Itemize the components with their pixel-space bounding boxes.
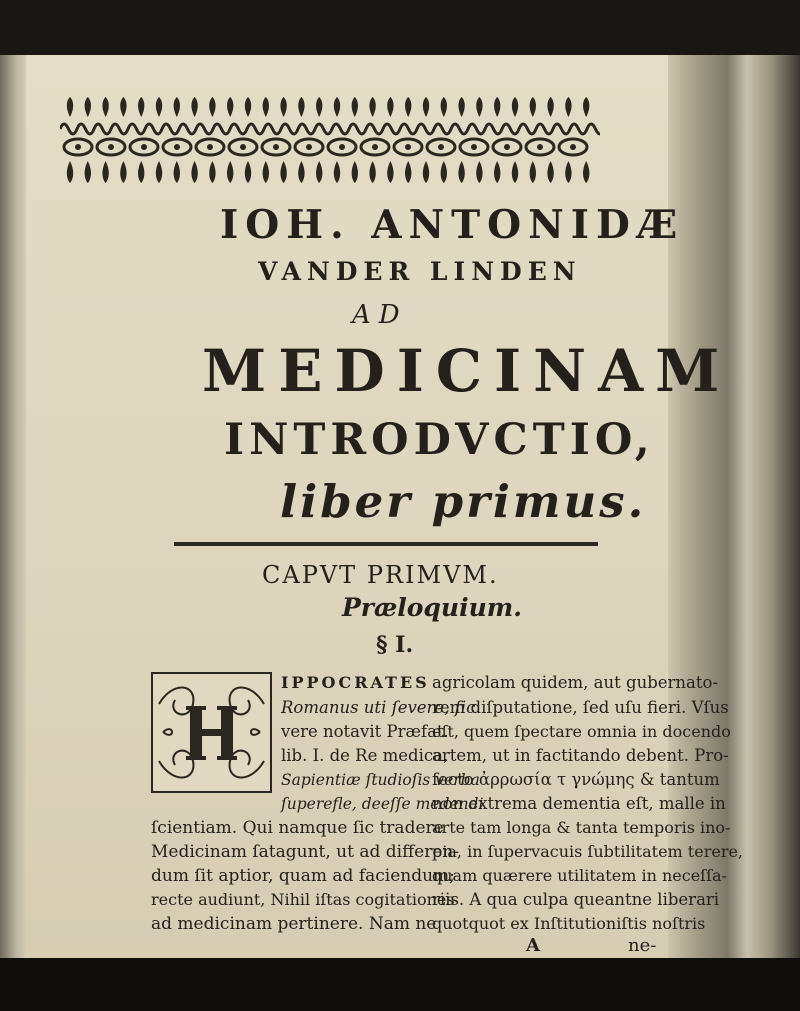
book-page (26, 55, 744, 958)
title-main: MEDICINAM (202, 337, 732, 405)
decorated-initial-icon (151, 672, 272, 793)
text-line: fecto ἀρρωσία τ γνώμης & tantum (432, 770, 720, 789)
text-line: quotquot ex Inſtitutioniſtis noſtris (432, 914, 706, 933)
text-line: non extrema dementia eſt, malle in (432, 794, 726, 813)
text-line: IPPOCRATES (281, 673, 430, 692)
author-line: IOH. ANTONIDÆ (220, 202, 685, 248)
text-line: arte tam longa & tanta temporis ino- (432, 818, 731, 837)
author-line-2: VANDER LINDEN (258, 257, 582, 286)
text-line: pia, in ſupervacuis ſubtilitatem terere, (432, 842, 744, 861)
text-line: Sapientiæ ſtudioſis verba (281, 771, 480, 789)
scan-background-bottom (0, 958, 800, 1011)
signature-mark: A (526, 935, 540, 956)
text-line: eſt, quem ſpectare omnia in docendo (432, 722, 731, 741)
praeloquium-heading: Præloquium. (342, 593, 522, 622)
text-line: dum ſit aptior, quam ad faciendum; (151, 866, 455, 886)
chapter-heading: CAPVT PRIMVM. (262, 561, 499, 589)
book-page-edge-left (0, 55, 26, 958)
horizontal-rule (174, 542, 598, 546)
text-line: riis. A qua culpa queantne liberari (432, 890, 720, 909)
text-line: quam quærere utilitatem in neceſſa- (432, 866, 727, 885)
scan-background-top (0, 0, 800, 55)
text-line: lib. I. de Re medica, (281, 746, 449, 765)
section-mark: § I. (376, 632, 414, 658)
catchword: ne- (628, 935, 657, 956)
title-sub: INTRODVCTIO, (224, 415, 655, 465)
printers-ornament-icon (60, 95, 600, 189)
text-line: agricolam quidem, aut gubernato- (432, 673, 719, 692)
text-line: artem, ut in factitando debent. Pro- (432, 746, 729, 765)
text-line: recte audiunt, Nihil iſtas cogitationes (151, 890, 455, 909)
text-line: ſcientiam. Qui namque ſic tradere (151, 818, 444, 838)
text-line: vere notavit Præfat. (281, 722, 449, 741)
text-line: ad medicinam pertinere. Nam ne (151, 914, 437, 934)
text-line: rem diſputatione, ſed uſu fieri. Vſus (432, 698, 729, 717)
liber-line: liber primus. (280, 475, 647, 528)
text-line: Romanus uti ſevere, ſic (281, 698, 476, 717)
text-line: ſuperefle, deeſſe medendi (281, 795, 484, 813)
ad-line: AD (352, 300, 408, 330)
text-line: Medicinam ſatagunt, ut ad differen- (151, 842, 460, 862)
